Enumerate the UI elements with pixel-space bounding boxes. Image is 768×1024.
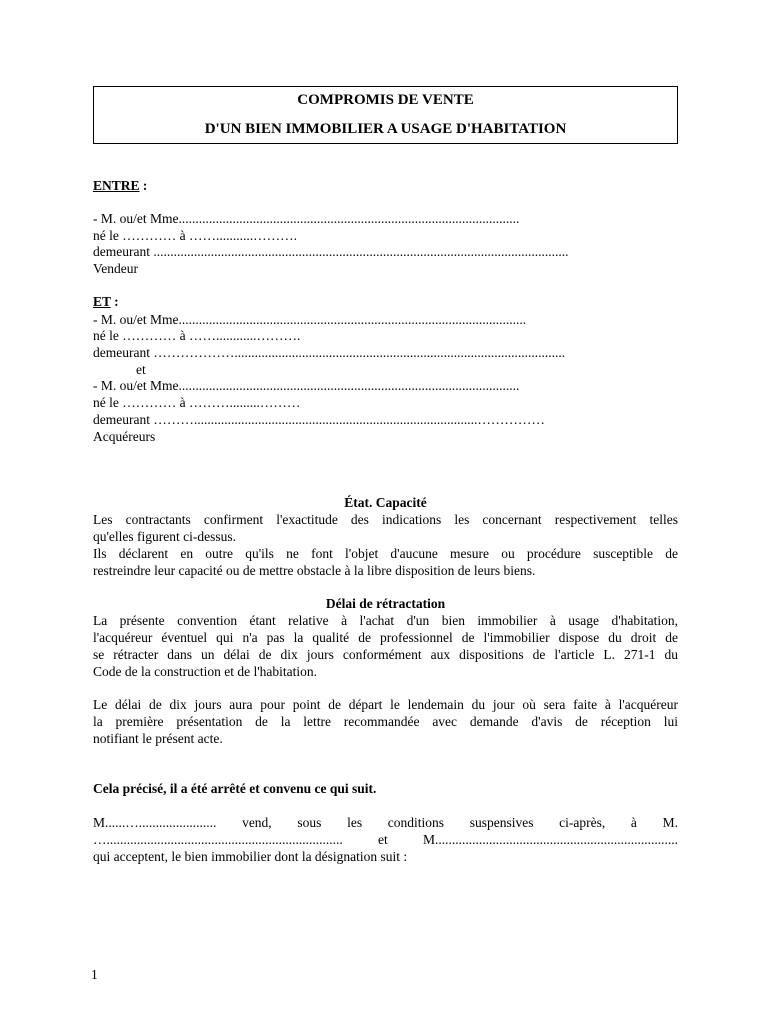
retractation-p2-line1: Le délai de dix jours aura pour point de départ le lendemain du jour où sera faite à l'acquéreur [93,697,678,712]
acquereur2-name-line: - M. ou/et Mme..................................................................................................... [93,378,520,393]
document-title-box [93,86,678,144]
vendeur-role: Vendeur [93,261,138,276]
vendeur-name-line: - M. ou/et Mme..................................................................................................... [93,211,520,226]
et-heading: ET : [93,294,119,309]
conclusion-line2: …...................................................................... et M........................................................................ [93,832,678,847]
entre-heading: ENTRE : [93,178,148,193]
retractation-p1-line1: La présente convention étant relative à l'achat d'un bien immobilier à usage d'habitation, [93,613,678,628]
conclusion-paragraph [93,814,678,865]
capacite-p1-line1: Les contractants confirment l'exactitude des indications les concernant respectivement telles [93,512,678,527]
conclusion-heading: Cela précisé, il a été arrêté et convenu ce qui suit. [93,781,377,796]
acquereur2-birth-line: né le ………… à ……….........……… [93,395,301,410]
retractation-p1-line3: se rétracter dans un délai de dix jours conformément aux dispositions de l'article L. 271-1 du [93,647,678,662]
retractation-heading: Délai de rétractation [325,596,446,611]
vendeur-address-line: demeurant ........................................................................................................................... [93,244,569,259]
page-number: 1 [91,967,98,982]
retractation-p1-line2: l'acquéreur éventuel qui n'a pas la qualité de professionnel de l'immobilier dispose du droit de [93,630,678,645]
capacite-p2-line1: Ils déclarent en outre qu'ils ne font l'objet d'aucune mesure ou procédure susceptible de [93,546,678,561]
acquereur1-name-line: - M. ou/et Mme....................................................................................................... [93,312,527,327]
document-title: COMPROMIS DE VENTE [297,92,474,108]
capacite-heading: État. Capacité [344,495,427,510]
retractation-p2-line2: la première présentation de la lettre recommandée avec demande d'avis de réception lui [93,714,678,729]
retractation-p1-line4: Code de la construction et de l'habitation. [93,664,317,679]
acquereur1-address-line: demeurant ……………….................................................................................................. [93,345,566,360]
capacite-p2-line2: restreindre leur capacité ou de mettre obstacle à la libre disposition de leurs biens. [93,563,536,578]
document-subtitle: D'UN BIEN IMMOBILIER A USAGE D'HABITATION [204,121,567,137]
et-connector: et [136,362,146,377]
retractation-paragraph-1 [93,612,678,680]
acquereur2-address-line: demeurant ………....................................................................................…………… [93,412,545,427]
acquereurs-role: Acquéreurs [93,429,156,444]
capacite-p1-line2: qu'elles figurent ci-dessus. [93,529,237,544]
capacite-paragraph-1 [93,511,678,579]
conclusion-line3: qui acceptent, le bien immobilier dont la désignation suit : [93,849,408,864]
conclusion-line1: M......…....................... vend, sous les conditions suspensives ci-après, à M. [93,815,678,830]
acquereur1-birth-line: né le ………… à ……............………. [93,328,301,343]
retractation-paragraph-2 [93,696,678,747]
vendeur-birth-line: né le ………… à ……...........………. [93,228,297,243]
retractation-p2-line3: notifiant le présent acte. [93,731,223,746]
